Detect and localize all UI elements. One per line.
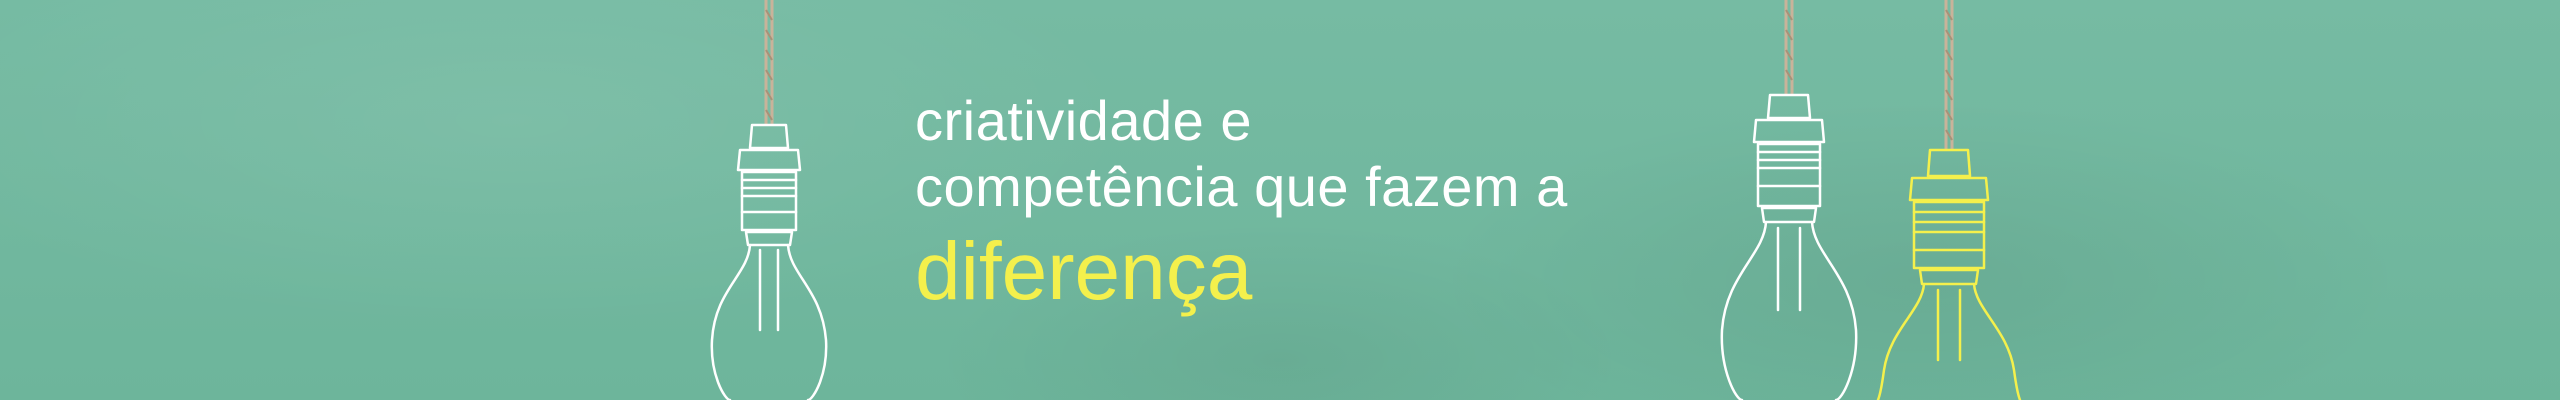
light-bulb-lit-icon [1850, 0, 2050, 400]
tagline [915, 88, 1568, 320]
light-bulb-left-icon [680, 0, 860, 400]
tagline-line-1: criatividade e [915, 89, 1252, 152]
tagline-highlight: diferença [915, 226, 1253, 317]
tagline-line-2: competência que fazem a [915, 155, 1568, 218]
